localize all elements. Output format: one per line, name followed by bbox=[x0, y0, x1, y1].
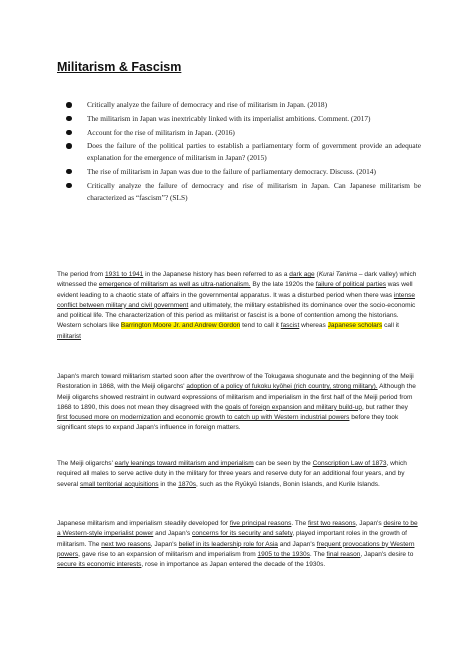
body-paragraph bbox=[57, 519, 420, 570]
underlined-text: 1931 to 1941 bbox=[105, 271, 144, 278]
underlined-text: intense conflict between military and civil government bbox=[57, 291, 416, 309]
underlined-text: dark age bbox=[289, 271, 315, 278]
text-run: The Meiji oligarchs' bbox=[57, 460, 115, 467]
text-run: and Japan's bbox=[277, 540, 317, 548]
underlined-text: next two reasons bbox=[101, 540, 151, 548]
underlined-text: 1905 to the 1930s bbox=[257, 550, 310, 558]
highlighted-text: Barrington Moore Jr. and Andrew Gordon bbox=[120, 322, 241, 330]
underlined-text: belief in its leadership role for Asia bbox=[178, 540, 278, 548]
text-run: whereas bbox=[299, 322, 328, 330]
text-run: , played important roles in the growth of militarism. The bbox=[57, 530, 407, 548]
underlined-text: frequent provocations by Western powers bbox=[57, 540, 415, 558]
text-run: Japan's march toward militarism started soon after the overthrow of the Tokugawa shogunate and the beginning of the Meiji Restoration in 1868, with the Meiji oligarchs' bbox=[57, 373, 414, 391]
highlighted-text: Japanese scholars bbox=[327, 322, 383, 330]
question-list bbox=[66, 99, 421, 205]
underlined-text: militarist bbox=[57, 332, 82, 340]
underlined-text: first two reasons bbox=[307, 520, 356, 527]
text-run: By the late 1920s the bbox=[250, 281, 316, 289]
underlined-text: early leanings toward militarism and imperialism bbox=[114, 460, 254, 467]
text-run: can be seen by the bbox=[253, 460, 313, 467]
underlined-text: five principal reasons bbox=[229, 520, 292, 527]
underlined-text: secure its economic interests bbox=[57, 561, 142, 568]
question-item: Critically analyze the failure of democracy and rise of militarism in Japan. (2018) bbox=[66, 99, 421, 111]
text-run: and ultimately, the military established its dominance over the socio-economic and political life. The characterization of this period as militarist or fascist is a bone of contention among the historians. Western scholars like bbox=[57, 301, 416, 330]
text-run: in the Japanese history has been referred to as a bbox=[143, 271, 290, 278]
text-run: before they took significant steps to expand Japan's influence in foreign matters. bbox=[57, 414, 399, 432]
text-run: and Japan's bbox=[153, 530, 193, 538]
text-run: The period from bbox=[57, 271, 106, 278]
underlined-text: concerns for its security and safety bbox=[192, 530, 293, 538]
body-paragraph bbox=[57, 459, 420, 490]
text-run: Japanese militarism and imperialism steadily developed for bbox=[57, 520, 230, 527]
underlined-text: fascist bbox=[280, 322, 300, 330]
text-run: . The bbox=[309, 550, 327, 558]
underlined-text: adoption of a policy of fukoku kyōhei (rich country, strong military). bbox=[186, 383, 378, 391]
text-run: tend to call it bbox=[240, 322, 281, 330]
text-run: , Japan's bbox=[355, 520, 384, 527]
underlined-text: failure of political parties bbox=[315, 281, 386, 289]
text-run: , gave rise to an expansion of militarism and imperialism from bbox=[78, 550, 258, 558]
body-paragraph bbox=[57, 372, 420, 434]
body-paragraph bbox=[57, 270, 420, 342]
document-title: Militarism & Fascism bbox=[57, 60, 182, 74]
underlined-text: final reason bbox=[326, 550, 361, 558]
text-run: call it bbox=[382, 322, 399, 330]
text-run: , but rather they bbox=[362, 403, 408, 411]
text-run: , such as the Ryūkyū Islands, Bonin Islands, and Kurile Islands. bbox=[196, 480, 380, 488]
text-run: , Japan's bbox=[150, 540, 179, 548]
text-run: . The bbox=[291, 520, 308, 527]
underlined-text: first focused more on modernization and economic growth to catch up with Western industrial powers bbox=[57, 414, 350, 421]
question-item: Does the failure of the political parties to establish a parliamentary form of government provide an adequate explanation for the emergence of militarism in Japan? (2015) bbox=[66, 140, 421, 164]
underlined-text: emergence of militarism as well as ultra-nationalism. bbox=[98, 281, 251, 289]
question-item: The rise of militarism in Japan was due to the failure of parliamentary democracy. Discuss. (2014) bbox=[66, 166, 421, 178]
text-run: Kurai Tanima bbox=[318, 271, 358, 278]
question-item: The militarism in Japan was inextricably linked with its imperialist ambitions. Comment. (2017) bbox=[66, 113, 421, 125]
underlined-text: 1870s bbox=[178, 480, 197, 488]
underlined-text: goals of foreign expansion and military build-up bbox=[225, 403, 362, 411]
question-item: Critically analyze the failure of democracy and rise of militarism in Japan. Can Japanese militarism be characterized as “fascism”? (SLS) bbox=[66, 180, 421, 204]
text-run: , which required all males to serve active duty in the military for three years and reserve duty for an additional four years, and by several bbox=[57, 460, 407, 488]
text-run: Although the Meiji oligarchs showed restraint in outward expressions of militarism and imperialism in the first half of the Meiji period from 1868 to 1890, this does not mean they disagreed with the bbox=[57, 383, 416, 411]
text-run: ( bbox=[314, 271, 319, 278]
underlined-text: small territorial acquisitions bbox=[79, 480, 159, 488]
question-item: Account for the rise of militarism in Japan. (2016) bbox=[66, 127, 421, 139]
underlined-text: Conscription Law of 1873 bbox=[312, 460, 387, 467]
text-run: was well evident leading to a chaotic state of affairs in the governmental apparatus. It was a disturbed period when there was bbox=[57, 281, 413, 299]
text-run: – dark valley) which witnessed the bbox=[57, 271, 417, 289]
underlined-text: desire to be a Western-style imperialist power bbox=[57, 520, 418, 538]
text-run: , rose in importance as Japan entered the decade of the 1930s. bbox=[141, 561, 326, 568]
text-run: in the bbox=[158, 480, 179, 488]
text-run: , Japan's desire to bbox=[360, 550, 414, 558]
